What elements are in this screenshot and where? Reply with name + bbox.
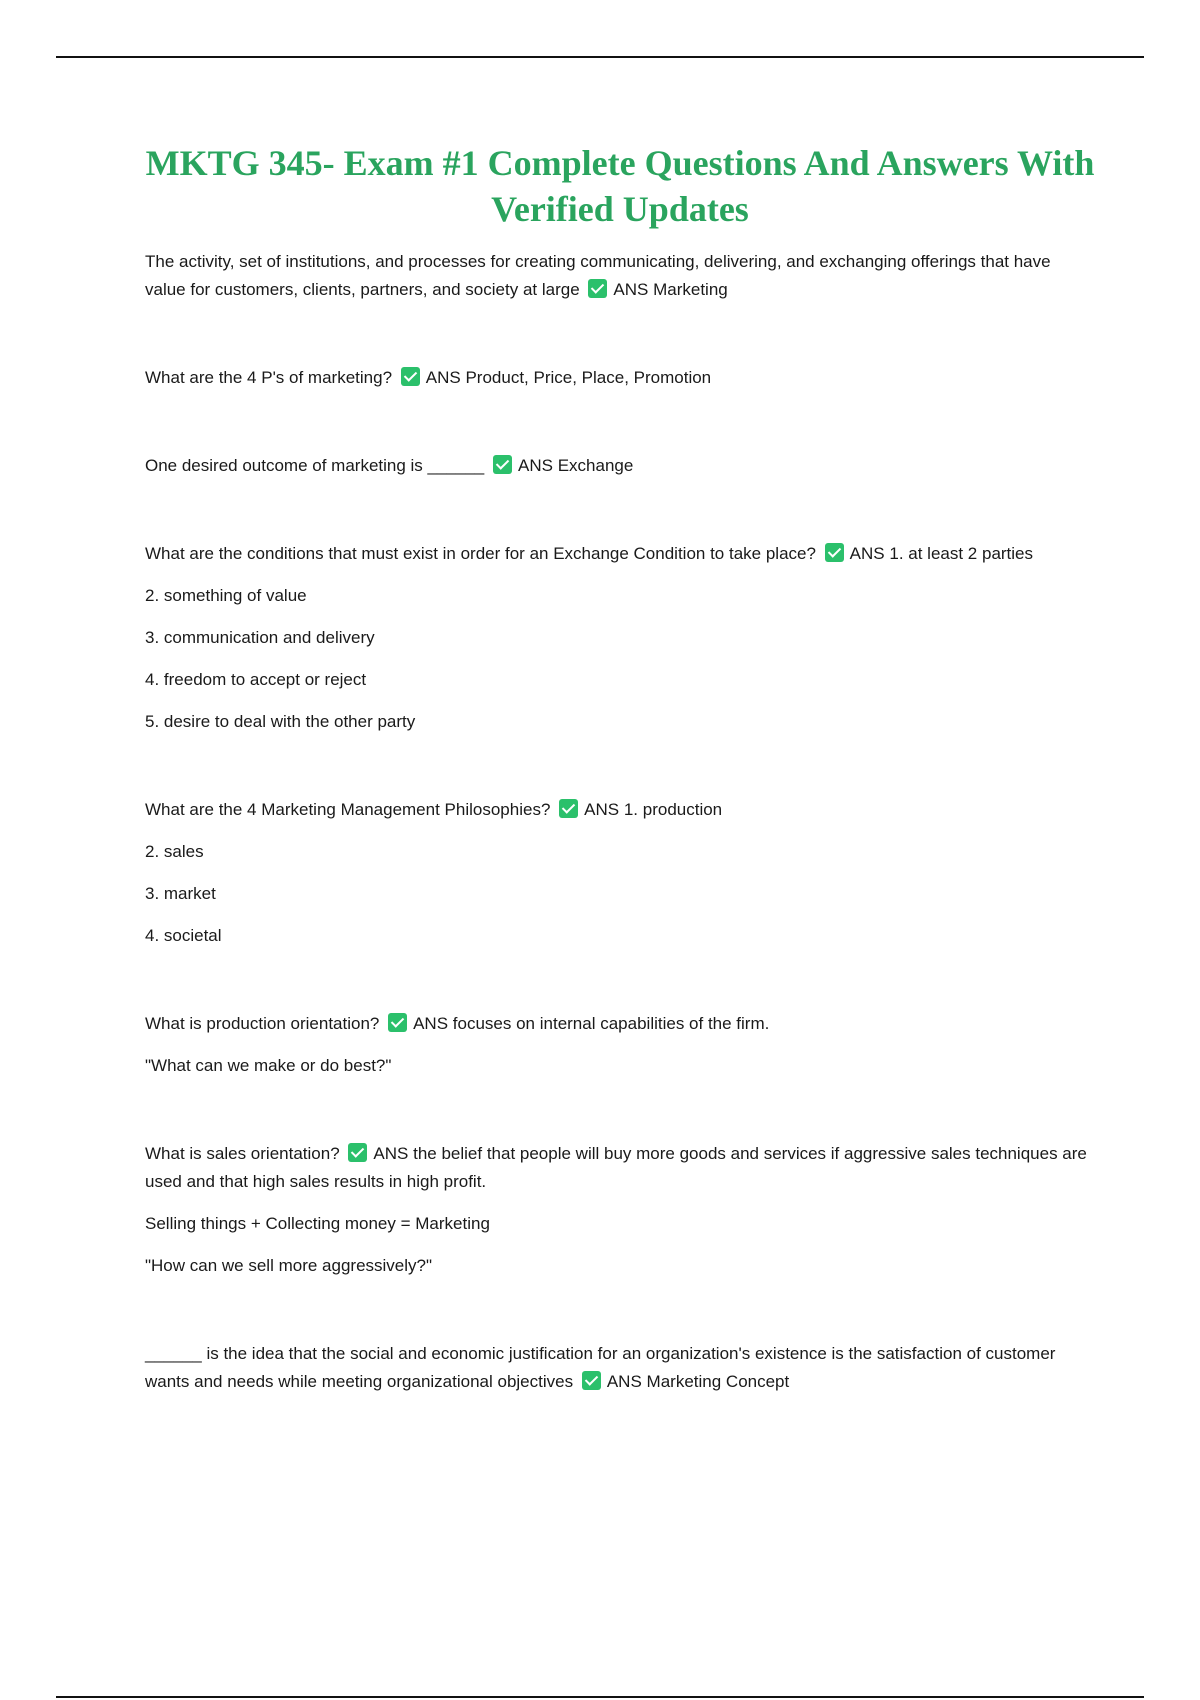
answer-text: Marketing <box>653 280 728 299</box>
answer-line: 5. desire to deal with the other party <box>145 712 416 731</box>
answer-line: 4. freedom to accept or reject <box>145 670 367 689</box>
answer-line: Selling things + Collecting money = Marketing <box>145 1214 490 1233</box>
document-title: MKTG 345- Exam #1 Complete Questions And Answers With Verified Updates <box>145 143 1095 229</box>
qa-item <box>145 452 1090 480</box>
qa-content <box>145 248 1090 1396</box>
checkmark-icon <box>825 543 844 562</box>
answer-text: 1. production <box>623 800 723 819</box>
answer-line: 4. societal <box>145 926 222 945</box>
answer-text: the belief that people will buy more goods and services if aggressive sales techniques are used and that high sales results in high profit. <box>145 1144 1087 1191</box>
checkmark-icon <box>588 279 607 298</box>
qa-item <box>145 796 1090 824</box>
qa-item <box>145 364 1090 392</box>
answer-prefix: ANS <box>413 1014 449 1033</box>
answer-line: 3. market <box>145 884 216 903</box>
question-text: What are the conditions that must exist in order for an Exchange Condition to take place? <box>145 544 816 563</box>
checkmark-icon <box>401 367 420 386</box>
question-text: What are the 4 Marketing Management Philosophies? <box>145 800 551 819</box>
question-text: What are the 4 P's of marketing? <box>145 368 393 387</box>
answer-prefix: ANS <box>849 544 885 563</box>
top-rule <box>56 56 1144 58</box>
answer-prefix: ANS <box>584 800 620 819</box>
qa-item <box>145 1010 1090 1038</box>
answer-line: 2. sales <box>145 842 204 861</box>
question-text: One desired outcome of marketing is ______ <box>145 456 485 475</box>
answer-text: 1. at least 2 parties <box>889 544 1034 563</box>
answer-line: "What can we make or do best?" <box>145 1056 392 1075</box>
question-text: What is production orientation? <box>145 1014 380 1033</box>
answer-line: 2. something of value <box>145 586 307 605</box>
question-text: The activity, set of institutions, and processes for creating communicating, delivering, and exchanging offerings that have value for customers, clients, partners, and society at large <box>145 252 1051 299</box>
answer-text: Exchange <box>557 456 634 475</box>
checkmark-icon <box>388 1013 407 1032</box>
checkmark-icon <box>348 1143 367 1162</box>
answer-prefix: ANS <box>373 1144 409 1163</box>
qa-item <box>145 1140 1090 1196</box>
answer-line: 3. communication and delivery <box>145 628 375 647</box>
question-text: What is sales orientation? <box>145 1144 340 1163</box>
answer-prefix: ANS <box>518 456 553 475</box>
answer-text: focuses on internal capabilities of the firm. <box>452 1014 770 1033</box>
bottom-rule <box>56 1696 1144 1698</box>
question-text: ______ is the idea that the social and economic justification for an organization's existence is the satisfaction of customer wants and needs while meeting organizational objectives <box>145 1344 1056 1391</box>
answer-line: "How can we sell more aggressively?" <box>145 1256 433 1275</box>
qa-item <box>145 1340 1090 1396</box>
qa-item <box>145 248 1090 304</box>
answer-text: Marketing Concept <box>646 1372 790 1391</box>
answer-prefix: ANS <box>606 1372 642 1391</box>
checkmark-icon <box>559 799 578 818</box>
qa-item <box>145 540 1090 568</box>
checkmark-icon <box>582 1371 601 1390</box>
answer-prefix: ANS <box>613 280 649 299</box>
checkmark-icon <box>493 455 512 474</box>
answer-text: Product, Price, Place, Promotion <box>465 368 712 387</box>
answer-prefix: ANS <box>425 368 461 387</box>
